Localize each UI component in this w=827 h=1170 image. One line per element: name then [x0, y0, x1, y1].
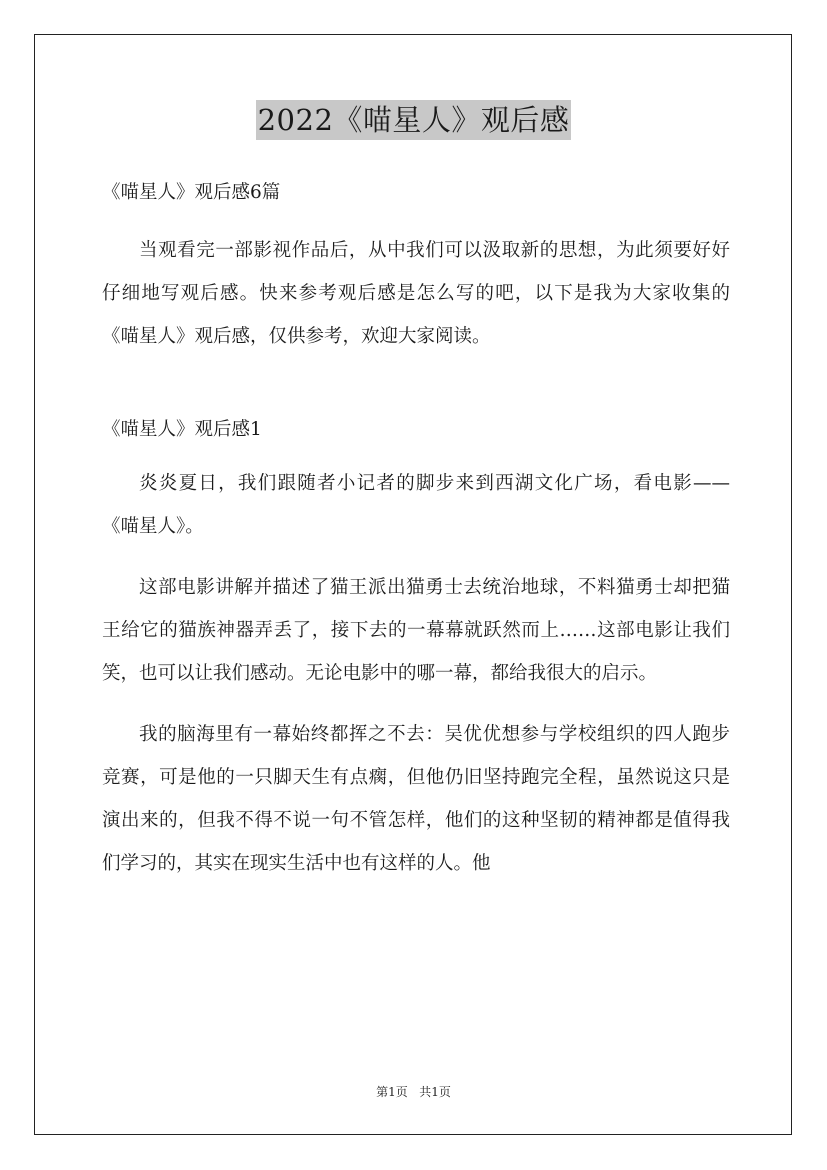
- page-total: 共1页: [419, 1085, 451, 1099]
- document-body: [102, 175, 730, 885]
- paragraph-1: 炎炎夏日，我们跟随者小记者的脚步来到西湖文化广场，看电影——《喵星人》。: [102, 473, 730, 537]
- section-heading-1: 《喵星人》观后感1: [102, 419, 262, 440]
- document-title: 2022《喵星人》观后感: [256, 100, 572, 140]
- paragraph-2: 这部电影讲解并描述了猫王派出猫勇士去统治地球，不料猫勇士却把猫王给它的猫族神器弄丢了，接下去的一幕幕就跃然而上……这部电影让我们笑，也可以让我们感动。无论电影中的哪一幕，都给我很大的启示。: [102, 577, 730, 684]
- intro-paragraph: 当观看完一部影视作品后，从中我们可以汲取新的思想，为此须要好好仔细地写观后感。快来参考观后感是怎么写的吧，以下是我为大家收集的《喵星人》观后感，仅供参考，欢迎大家阅读。: [102, 240, 730, 347]
- subtitle: 《喵星人》观后感6篇: [102, 182, 281, 203]
- page-number: 第1页: [376, 1085, 408, 1099]
- page-footer: [0, 1083, 827, 1100]
- paragraph-3: 我的脑海里有一幕始终都挥之不去：吴优优想参与学校组织的四人跑步竞赛，可是他的一只脚天生有点瘸，但他仍旧坚持跑完全程，虽然说这只是演出来的，但我不得不说一句不管怎样，他们的这种坚韧的精神都是值得我们学习的，其实在现实生活中也有这样的人。他: [102, 724, 730, 874]
- title-container: [0, 100, 827, 140]
